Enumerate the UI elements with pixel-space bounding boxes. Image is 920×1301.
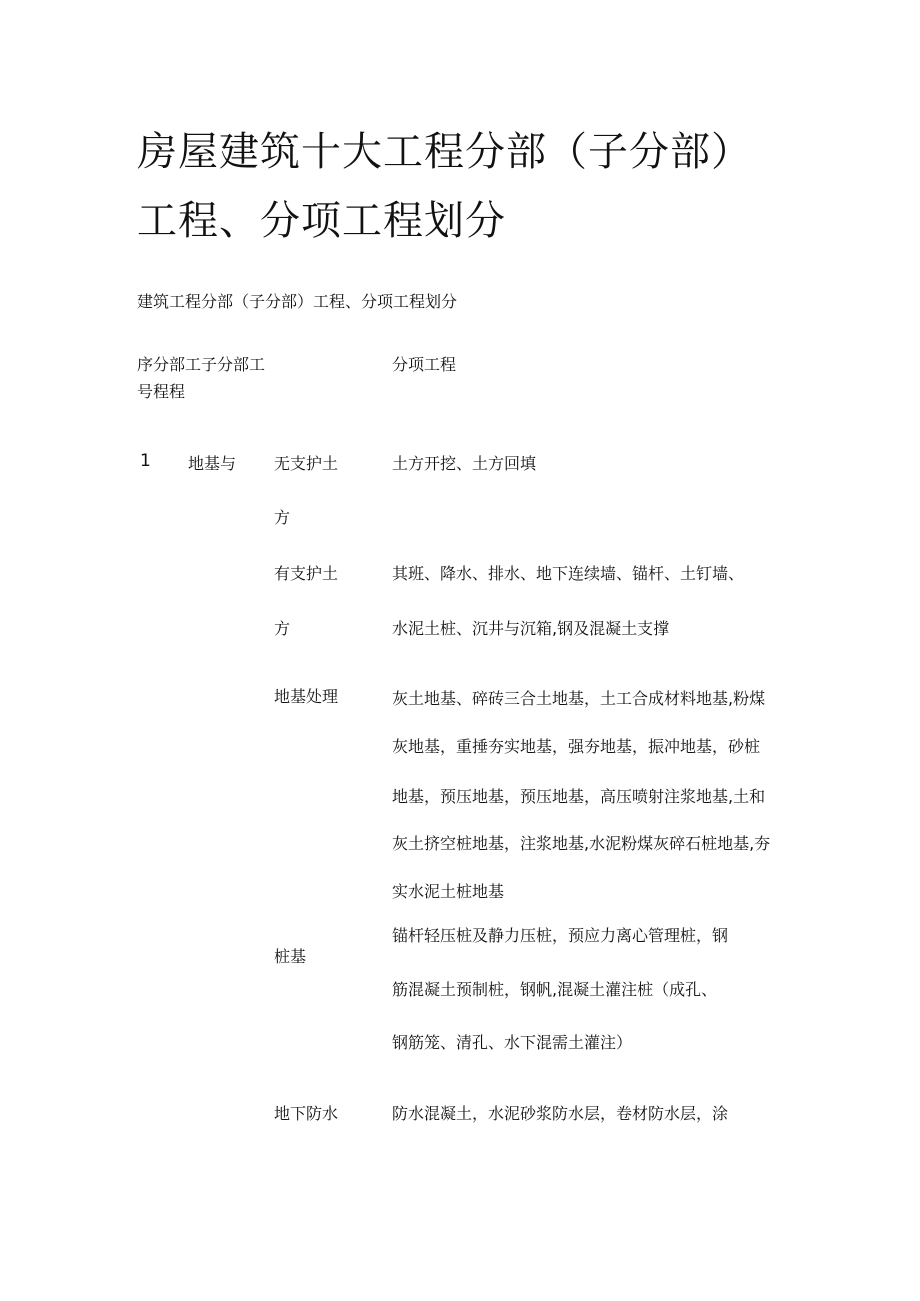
subdivision-name: 地下防水 [274, 1104, 339, 1123]
subdivision-name-cont: 方 [274, 619, 291, 638]
row-seq-number: 1 [140, 451, 151, 471]
item-line: 土方开挖、土方回填 [392, 454, 537, 473]
item-line: 其班、降水、排水、地下连续墙、锚杆、土钉墙、 [392, 564, 745, 583]
item-line: 灰土地基、碎砖三合土地基，土工合成材料地基,粉煤 [392, 689, 766, 708]
document-title-line-1: 房屋建筑十大工程分部（子分部） [137, 129, 752, 175]
table-header-col3: 分项工程 [392, 355, 457, 374]
item-line: 灰土挤空桩地基，注浆地基,水泥粉煤灰碎石桩地基,夯 [392, 834, 771, 853]
row-division-name: 地基与 [188, 454, 237, 473]
item-line: 锚杆轻压桩及静力压桩，预应力离心管理桩，钢 [392, 926, 729, 945]
item-line: 地基，预压地基，预压地基，高压喷射注浆地基,土和 [392, 787, 766, 806]
item-line: 防水混凝土，水泥砂浆防水层，卷材防水层，涂 [392, 1104, 729, 1123]
subdivision-name: 无支护土 [274, 454, 339, 473]
subdivision-name: 地基处理 [274, 687, 339, 706]
item-line: 钢筋笼、清孔、水下混需土灌注） [392, 1033, 633, 1052]
item-line: 实水泥土桩地基 [392, 882, 505, 901]
table-header-col1-line1: 序分部工子分部工 [137, 355, 266, 374]
subdivision-name: 有支护土 [274, 564, 339, 583]
table-header-col1-line2: 号程程 [137, 382, 186, 401]
document-title-line-2: 工程、分项工程划分 [137, 198, 506, 244]
item-line: 水泥土桩、沉井与沉箱,钢及混凝土支撑 [392, 619, 670, 638]
subdivision-name-cont: 方 [274, 508, 291, 527]
item-line: 筋混凝土预制桩，钢帆,混凝土灌注桩（成孔、 [392, 980, 718, 999]
subdivision-name: 桩基 [274, 947, 307, 966]
item-line: 灰地基，重捶夯实地基，强夯地基，振冲地基，砂桩 [392, 737, 761, 756]
document-subtitle: 建筑工程分部（子分部）工程、分项工程划分 [137, 292, 458, 311]
